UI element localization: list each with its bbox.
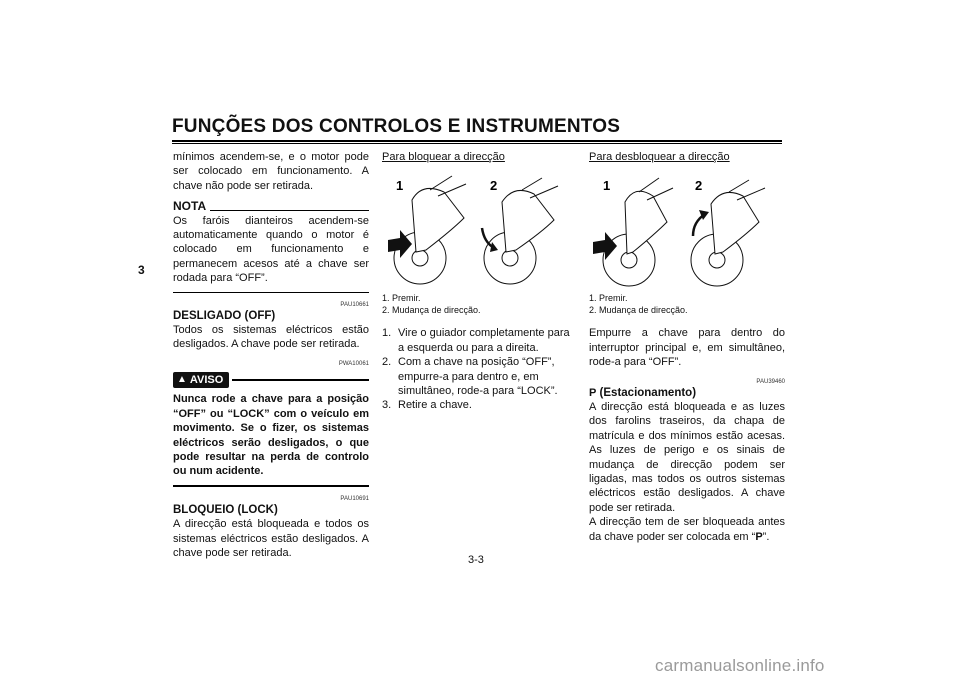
parking-icon: P — [589, 386, 597, 399]
column-right — [589, 150, 785, 544]
lock-title: BLOQUEIO (LOCK) — [173, 503, 278, 516]
park-text-2: A direcção tem de ser bloqueada antes da chave poder ser colocada em “P”. — [589, 516, 785, 543]
lock-figure — [382, 170, 578, 288]
lock-text: A direcção está bloqueada e todos os sistemas eléctricos estão desligados. A chave pode ser retirada. — [173, 518, 369, 559]
unlock-steering-subhead: Para desbloquear a direcção — [589, 151, 730, 163]
nota-rule — [210, 210, 369, 211]
nota-text: Os faróis dianteiros acendem-se automaticamente quando o motor é colocado em funcionamento e permanecem acesos até a chave ser rodada para “OFF”. — [173, 214, 369, 285]
fig-label-2: 2 — [490, 178, 498, 194]
aviso-heading — [173, 372, 369, 388]
lock-illustration — [382, 170, 578, 288]
off-text: Todos os sistemas eléctricos estão desligados. A chave pode ser retirada. — [173, 324, 369, 351]
parking-icon: P — [755, 530, 763, 543]
unlock-illustration — [589, 170, 785, 288]
warning-triangle-icon: ▲ — [177, 373, 187, 385]
unlock-figure — [589, 170, 785, 288]
caption-1: 1. Premir. — [382, 293, 421, 304]
caption-2: 2. Mudança de direcção. — [382, 305, 481, 316]
off-title: DESLIGADO (OFF) — [173, 309, 276, 322]
off-code: PAU10661 — [340, 301, 369, 308]
caption-2: 2. Mudança de direcção. — [589, 305, 688, 316]
aviso-end-rule — [173, 485, 369, 487]
nota-end-rule — [173, 292, 369, 293]
nota-heading — [173, 199, 369, 213]
title-rule-thin — [172, 143, 782, 144]
park-text-1: A direcção está bloqueada e as luzes dos farolins traseiros, da chapa de matrícula e dos mínimos estão acesas. As luzes de perigo e os sinais de mudança de direcção podem ser ligadas, mas todos os outros sistemas eléctricos estão desligados. A chave pode ser retirada. — [589, 401, 785, 514]
fig-label-1: 1 — [603, 178, 611, 194]
chapter-number: 3 — [138, 263, 145, 277]
step-item: 2. Com a chave na posição “OFF”, empurre-a para dentro e, em simultâneo, rode-a para “LOCK”. — [382, 356, 558, 398]
intro-text: mínimos acendem-se, e o motor pode ser colocado em funcionamento. A chave não pode ser retirada. — [173, 151, 369, 192]
park-code: PAU39460 — [756, 378, 785, 385]
park-heading — [589, 386, 785, 400]
step-item: 3. Retire a chave. — [382, 399, 472, 412]
lock-steps — [382, 326, 578, 412]
column-middle — [382, 150, 578, 413]
lock-code: PAU10691 — [340, 495, 369, 502]
column-left — [173, 150, 369, 560]
aviso-label: AVISO — [189, 373, 224, 386]
page-number: 3-3 — [468, 554, 484, 566]
park-title: (Estacionamento) — [599, 386, 697, 399]
aviso-code: PWA10061 — [338, 360, 369, 367]
step-item: 1. Vire o guiador completamente para a esquerda ou para a direita. — [382, 327, 570, 354]
aviso-rule — [232, 379, 369, 381]
nota-label: NOTA — [173, 199, 207, 214]
unlock-text: Empurre a chave para dentro do interruptor principal e, em simultâneo, rode-a para “OFF”. — [589, 327, 785, 369]
watermark: carmanualsonline.info — [655, 656, 825, 675]
aviso-badge — [173, 372, 229, 388]
page-title: FUNÇÕES DOS CONTROLOS E INSTRUMENTOS — [172, 116, 621, 137]
title-rule — [172, 140, 782, 142]
fig-label-1: 1 — [396, 178, 404, 194]
caption-1: 1. Premir. — [589, 293, 628, 304]
lock-steering-subhead: Para bloquear a direcção — [382, 151, 505, 163]
fig-label-2: 2 — [695, 178, 703, 194]
aviso-text: Nunca rode a chave para a posição “OFF” ou “LOCK” com o veículo em movimento. Se o fizer, os sistemas eléctricos serão desligados, o que pode resultar na perda de controlo ou num acidente. — [173, 393, 369, 478]
